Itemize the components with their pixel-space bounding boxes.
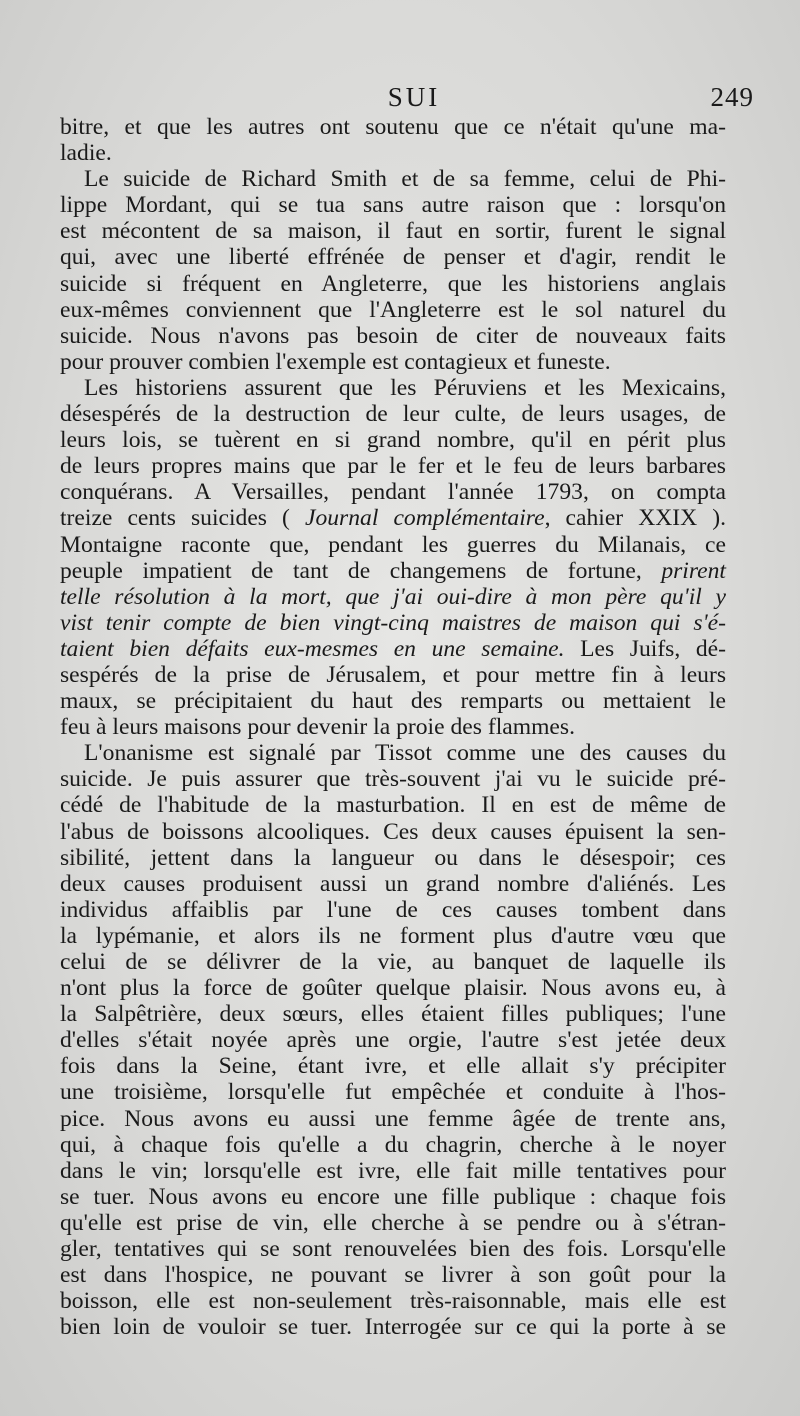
- running-head: [60, 82, 768, 118]
- text-line: désespérés de la destruction de leur culte, de leurs usages, de: [60, 401, 726, 428]
- text-line: bien loin de vouloir se tuer. Interrogée sur ce qui la porte à se: [60, 1314, 726, 1341]
- text-line: sespérés de la prise de Jérusalem, et pour mettre fin à leurs: [60, 661, 726, 688]
- text-line: sibilité, jettent dans la langueur ou dans le désespoir; ces: [60, 844, 726, 871]
- text-line: pour prouver combien l'exemple est contagieux et funeste.: [60, 348, 611, 375]
- text-line: suicide. Nous n'avons pas besoin de citer de nouveaux faits: [60, 322, 726, 349]
- text-line: se tuer. Nous avons eu encore une fille publique : chaque fois: [60, 1183, 726, 1210]
- text-run: , cahier XXIX ).: [544, 505, 727, 532]
- text-line: l'abus de boissons alcooliques. Ces deux causes épuisent la sen-: [60, 818, 726, 845]
- running-head-title: SUI: [387, 82, 441, 112]
- text-run: peuple impatient de tant de changemens de fortune,: [60, 557, 662, 584]
- italic-run: taient bien défaits eux-mesmes en une semaine.: [60, 635, 565, 662]
- text-line: qui, à chaque fois qu'elle a du chagrin, cherche à le noyer: [60, 1131, 726, 1158]
- text-line: la Salpêtrière, deux sœurs, elles étaient filles publiques; l'une: [60, 1001, 726, 1028]
- text-line: n'ont plus la force de goûter quelque plaisir. Nous avons eu, à: [60, 975, 726, 1002]
- text-line: feu à leurs maisons pour devenir la proie des flammes.: [60, 714, 575, 741]
- text-line: [60, 610, 726, 636]
- text-line: dans le vin; lorsqu'elle est ivre, elle fait mille tentatives pour: [60, 1157, 726, 1184]
- text-line: conquérans. A Versailles, pendant l'année 1793, on compta: [60, 479, 726, 506]
- text-line: suicide. Je puis assurer que très-souvent j'ai vu le suicide pré-: [60, 766, 726, 793]
- text-line: [60, 584, 726, 610]
- text-line: ladie.: [60, 140, 112, 167]
- text-line: Le suicide de Richard Smith et de sa femme, celui de Phi-: [84, 166, 726, 193]
- text-line: la lypémanie, et alors ils ne forment plus d'autre vœu que: [60, 922, 726, 949]
- text-line: leurs lois, se tuèrent en si grand nombre, qu'il en périt plus: [60, 427, 726, 454]
- text-run: Les Juifs, dé-: [564, 635, 727, 662]
- text-line: Les historiens assurent que les Péruviens et les Mexicains,: [84, 374, 726, 401]
- body-text: [60, 114, 726, 1340]
- text-line: bitre, et que les autres ont soutenu que ce n'était qu'une ma-: [60, 114, 726, 140]
- italic-run: prirent: [661, 557, 726, 584]
- text-line: [60, 558, 726, 584]
- text-line: est mécontent de sa maison, il faut en sortir, furent le signal: [60, 218, 726, 245]
- text-line: Montaigne raconte que, pendant les guerres du Milanais, ce: [60, 531, 726, 558]
- text-line: est dans l'hospice, ne pouvant se livrer à son goût pour la: [60, 1262, 726, 1289]
- text-line: pice. Nous avons eu aussi une femme âgée de trente ans,: [60, 1105, 726, 1132]
- text-line: [60, 505, 726, 531]
- text-line: d'elles s'était noyée après une orgie, l'autre s'est jetée deux: [60, 1027, 726, 1054]
- text-line: eux-mêmes conviennent que l'Angleterre est le sol naturel du: [60, 296, 726, 323]
- text-line: fois dans la Seine, étant ivre, et elle allait s'y précipiter: [60, 1053, 726, 1080]
- text-line: suicide si fréquent en Angleterre, que les historiens anglais: [60, 270, 726, 297]
- italic-run: Journal complémentaire: [304, 505, 545, 532]
- text-line: qu'elle est prise de vin, elle cherche à se pendre ou à s'étran-: [60, 1209, 726, 1236]
- text-line: celui de se délivrer de la vie, au banquet de laquelle ils: [60, 949, 726, 975]
- text-run: treize cents suicides (: [60, 505, 305, 532]
- text-line: une troisième, lorsqu'elle fut empêchée et conduite à l'hos-: [60, 1079, 726, 1106]
- text-line: [60, 636, 726, 662]
- text-line: de leurs propres mains que par le fer et le feu de leurs barbares: [60, 453, 726, 480]
- text-line: L'onanisme est signalé par Tissot comme une des causes du: [84, 740, 726, 767]
- text-line: individus affaiblis par l'une de ces causes tombent dans: [60, 896, 726, 923]
- text-line: deux causes produisent aussi un grand nombre d'aliénés. Les: [60, 870, 726, 897]
- italic-run: telle résolution à la mort, que j'ai oui-dire à mon père qu'il y: [60, 583, 726, 610]
- page-number: 249: [710, 82, 754, 112]
- italic-run: vist tenir compte de bien vingt-cinq maistres de maison qui s'é-: [60, 609, 726, 636]
- text-line: lippe Mordant, qui se tua sans autre raison que : lorsqu'on: [60, 192, 726, 219]
- text-line: gler, tentatives qui se sont renouvelées bien des fois. Lorsqu'elle: [60, 1236, 726, 1263]
- text-line: boisson, elle est non-seulement très-raisonnable, mais elle est: [60, 1288, 726, 1315]
- text-line: qui, avec une liberté effrénée de penser et d'agir, rendit le: [60, 244, 726, 271]
- text-line: cédé de l'habitude de la masturbation. Il en est de même de: [60, 792, 726, 819]
- text-line: maux, se précipitaient du haut des remparts ou mettaient le: [60, 688, 726, 715]
